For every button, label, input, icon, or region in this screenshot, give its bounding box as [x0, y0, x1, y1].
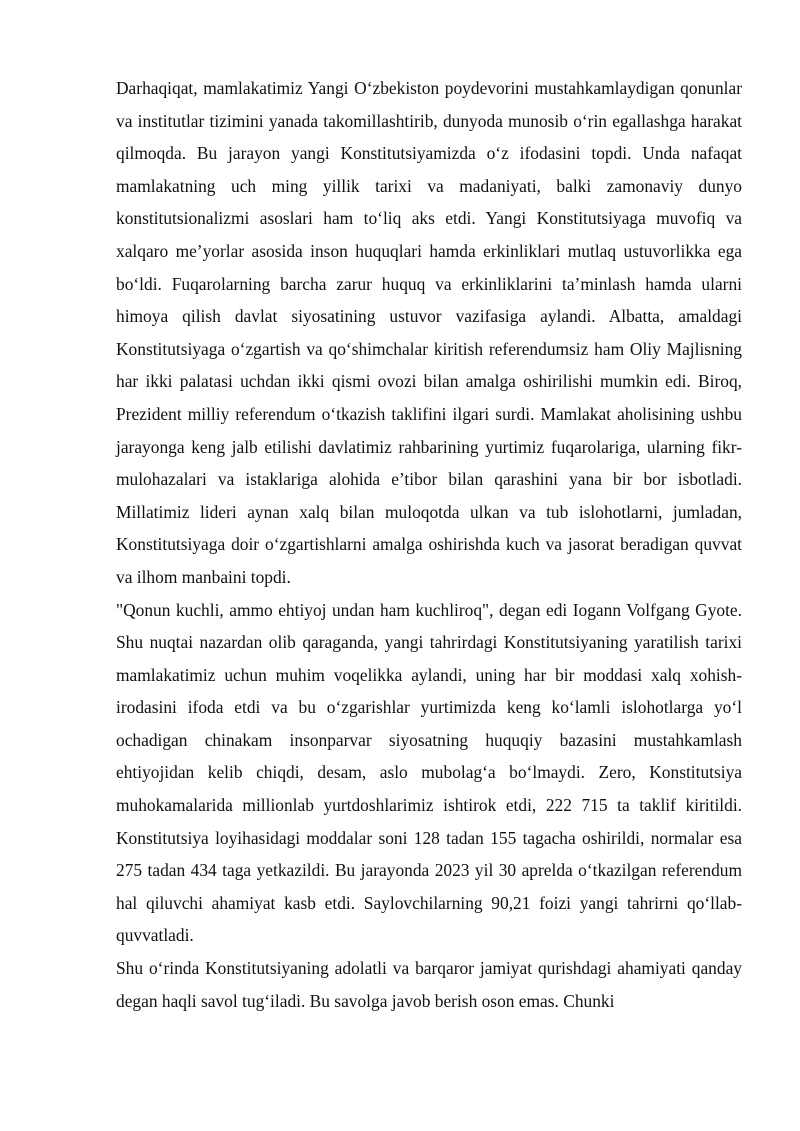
- document-body: [116, 72, 742, 1017]
- paragraph-2: "Qonun kuchli, ammo ehtiyoj undan ham kuchliroq", degan edi Iogann Volfgang Gyote. Shu nuqtai nazardan olib qaraganda, yangi tahrirdagi Konstitutsiyaning yaratilish tarixi mamlakatimiz uchun muhim voqelikka aylandi, uning har bir moddasi xalq xohish-irodasini ifoda etdi va bu o‘zgarishlar yurtimizda keng ko‘lamli islohotlarga yo‘l ochadigan chinakam insonparvar siyosatning huquqiy bazasini mustahkamlash ehtiyojidan kelib chiqdi, desam, aslo mubolag‘a bo‘lmaydi. Zero, Konstitutsiya muhokamalarida millionlab yurtdoshlarimiz ishtirok etdi, 222 715 ta taklif kiritildi. Konstitutsiya loyihasidagi moddalar soni 128 tadan 155 tagacha oshirildi, normalar esa 275 tadan 434 taga yetkazildi. Bu jarayonda 2023 yil 30 aprelda o‘tkazilgan referendum hal qiluvchi ahamiyat kasb etdi. Saylovchilarning 90,21 foizi yangi tahrirni qo‘llab-quvvatladi.: [116, 599, 742, 946]
- paragraph-3: Shu o‘rinda Konstitutsiyaning adolatli va barqaror jamiyat qurishdagi ahamiyati qanday degan haqli savol tug‘iladi. Bu savolga javob berish oson emas. Chunki: [116, 958, 742, 1011]
- paragraph-1: Darhaqiqat, mamlakatimiz Yangi O‘zbekiston poydevorini mustahkamlaydigan qonunlar va institutlar tizimini yanada takomillashtirib, dunyoda munosib o‘rin egallashga harakat qilmoqda. Bu jarayon yangi Konstitutsiyamizda o‘z ifodasini topdi. Unda nafaqat mamlakatning uch ming yillik tarixi va madaniyati, balki zamonaviy dunyo konstitutsionalizmi asoslari ham to‘liq aks etdi. Yangi Konstitutsiyaga muvofiq va xalqaro me’yorlar asosida inson huquqlari hamda erkinliklari mutlaq ustuvorlikka ega bo‘ldi. Fuqarolarning barcha zarur huquq va erkinliklarini ta’minlash hamda ularni himoya qilish davlat siyosatining ustuvor vazifasiga aylandi. Albatta, amaldagi Konstitutsiyaga o‘zgartish va qo‘shimchalar kiritish referendumsiz ham Oliy Majlisning har ikki palatasi uchdan ikki qismi ovozi bilan amalga oshirilishi mumkin edi. Biroq, Prezident milliy referendum o‘tkazish taklifini ilgari surdi. Mamlakat aholisining ushbu jarayonga keng jalb etilishi davlatimiz rahbarining yurtimiz fuqarolariga, ularning fikr-mulohazalari va istaklariga alohida e’tibor bilan qarashini yana bir bor isbotladi. Millatimiz lideri aynan xalq bilan muloqotda ulkan va tub islohotlarni, jumladan, Konstitutsiyaga doir o‘zgartishlarni amalga oshirishda kuch va jasorat beradigan quvvat va ilhom manbaini topdi.: [116, 78, 742, 587]
